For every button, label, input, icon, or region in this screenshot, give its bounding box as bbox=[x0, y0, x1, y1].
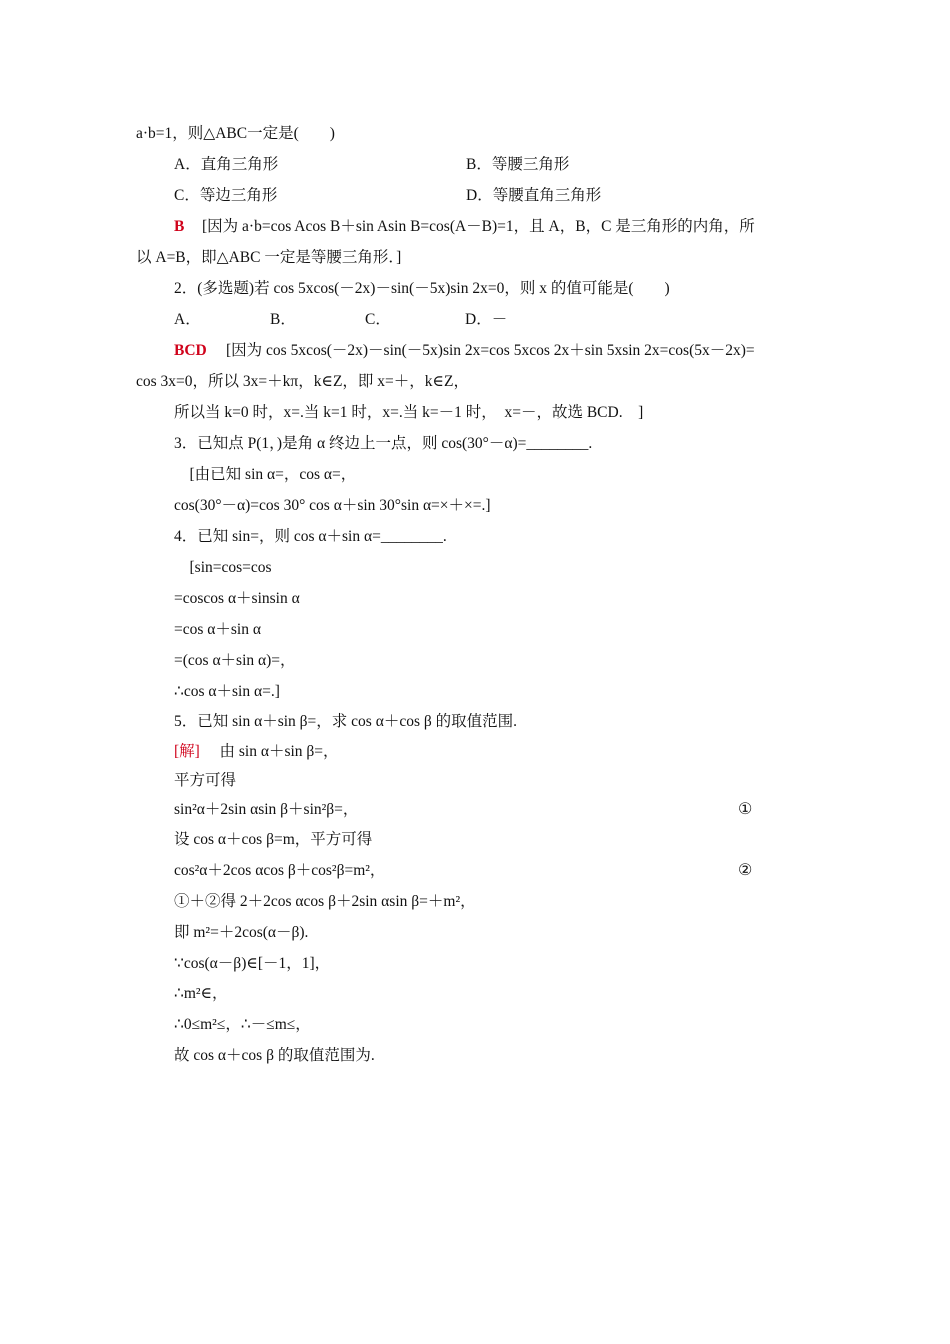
q3-solution-line-2: cos(30°－α)=cos 30° cos α＋sin 30°sin α=×＋×=.] bbox=[174, 497, 491, 514]
q2-solution-line-1: [因为 cos 5xcos(－2x)－sin(－5x)sin 2x=cos 5xcos 2x＋sin 5xsin 2x=cos(5x－2x)= bbox=[226, 342, 755, 359]
q2-answer-tag: BCD bbox=[174, 342, 207, 359]
equation-number-1: ① bbox=[738, 801, 753, 818]
q1-option-d: D．等腰直角三角形 bbox=[466, 187, 602, 204]
q1-option-b: B．等腰三角形 bbox=[466, 156, 570, 173]
q5-solution-line-7: 即 m²=＋2cos(α－β). bbox=[174, 924, 309, 941]
q1-solution-line-1: [因为 a·b=cos Acos B＋sin Asin B=cos(A－B)=1，且 A，B，C 是三角形的内角，所 bbox=[202, 218, 755, 235]
q5-solution-tag: [解] bbox=[174, 743, 200, 760]
q5-solution-line-11: 故 cos α＋cos β 的取值范围为. bbox=[174, 1047, 375, 1064]
q5-solution-line-2: 平方可得 bbox=[174, 772, 237, 789]
q5-solution-line-3: sin²α＋2sin αsin β＋sin²β=， bbox=[174, 801, 359, 818]
q3-stem: 3．已知点 P(1，)是角 α 终边上一点，则 cos(30°－α)=________. bbox=[174, 435, 593, 452]
q5-solution-line-6: ①＋②得 2＋2cos αcos β＋2sin αsin β=＋m²， bbox=[174, 893, 476, 910]
q1-option-a: A．直角三角形 bbox=[174, 156, 279, 173]
q5-solution-line-5: cos²α＋2cos αcos β＋cos²β=m²， bbox=[174, 862, 386, 879]
q4-solution-line-3: =cos α＋sin α bbox=[174, 621, 261, 638]
q4-solution-line-2: =coscos α＋sinsin α bbox=[174, 590, 300, 607]
q1-stem-tail: a·b=1，则△ABC一定是( ) bbox=[136, 125, 335, 142]
q2-option-d: D．－ bbox=[465, 311, 508, 328]
q5-solution-line-8: ∵cos(α－β)∈[－1，1]， bbox=[174, 955, 331, 972]
q2-option-c: C． bbox=[365, 311, 391, 328]
q4-solution-line-1: [sin=cos=cos bbox=[174, 559, 272, 576]
q1-answer-tag: B bbox=[174, 218, 185, 235]
q2-solution-line-2: cos 3x=0，所以 3x=＋kπ，k∈Z，即 x=＋，k∈Z， bbox=[136, 373, 469, 390]
q3-solution-line-1: [由已知 sin α=，cos α=， bbox=[174, 466, 357, 483]
q5-solution-line-1: 由 sin α＋sin β=， bbox=[204, 743, 339, 760]
q2-stem: 2．(多选题)若 cos 5xcos(－2x)－sin(－5x)sin 2x=0，则 x 的值可能是( ) bbox=[174, 280, 670, 297]
q4-solution-line-4: =(cos α＋sin α)=， bbox=[174, 652, 296, 669]
q5-solution-line-4: 设 cos α＋cos β=m，平方可得 bbox=[174, 831, 373, 848]
q5-stem: 5．已知 sin α＋sin β=，求 cos α＋cos β 的取值范围. bbox=[174, 713, 518, 730]
q5-solution-line-9: ∴m²∈， bbox=[174, 985, 228, 1002]
q2-solution-line-3: 所以当 k=0 时，x=.当 k=1 时，x=.当 k=－1 时， x=－，故选 BCD. ] bbox=[174, 404, 644, 421]
q1-option-c: C．等边三角形 bbox=[174, 187, 278, 204]
equation-number-2: ② bbox=[738, 862, 753, 879]
q5-solution-line-10: ∴0≤m²≤，∴－≤m≤， bbox=[174, 1016, 311, 1033]
q1-solution-line-2: 以 A=B，即△ABC 一定是等腰三角形．] bbox=[136, 249, 402, 266]
q2-option-b: B． bbox=[270, 311, 296, 328]
q2-option-a: A． bbox=[174, 311, 201, 328]
q4-solution-line-5: ∴cos α＋sin α=.] bbox=[174, 683, 280, 700]
q4-stem: 4．已知 sin=，则 cos α＋sin α=________. bbox=[174, 528, 447, 545]
